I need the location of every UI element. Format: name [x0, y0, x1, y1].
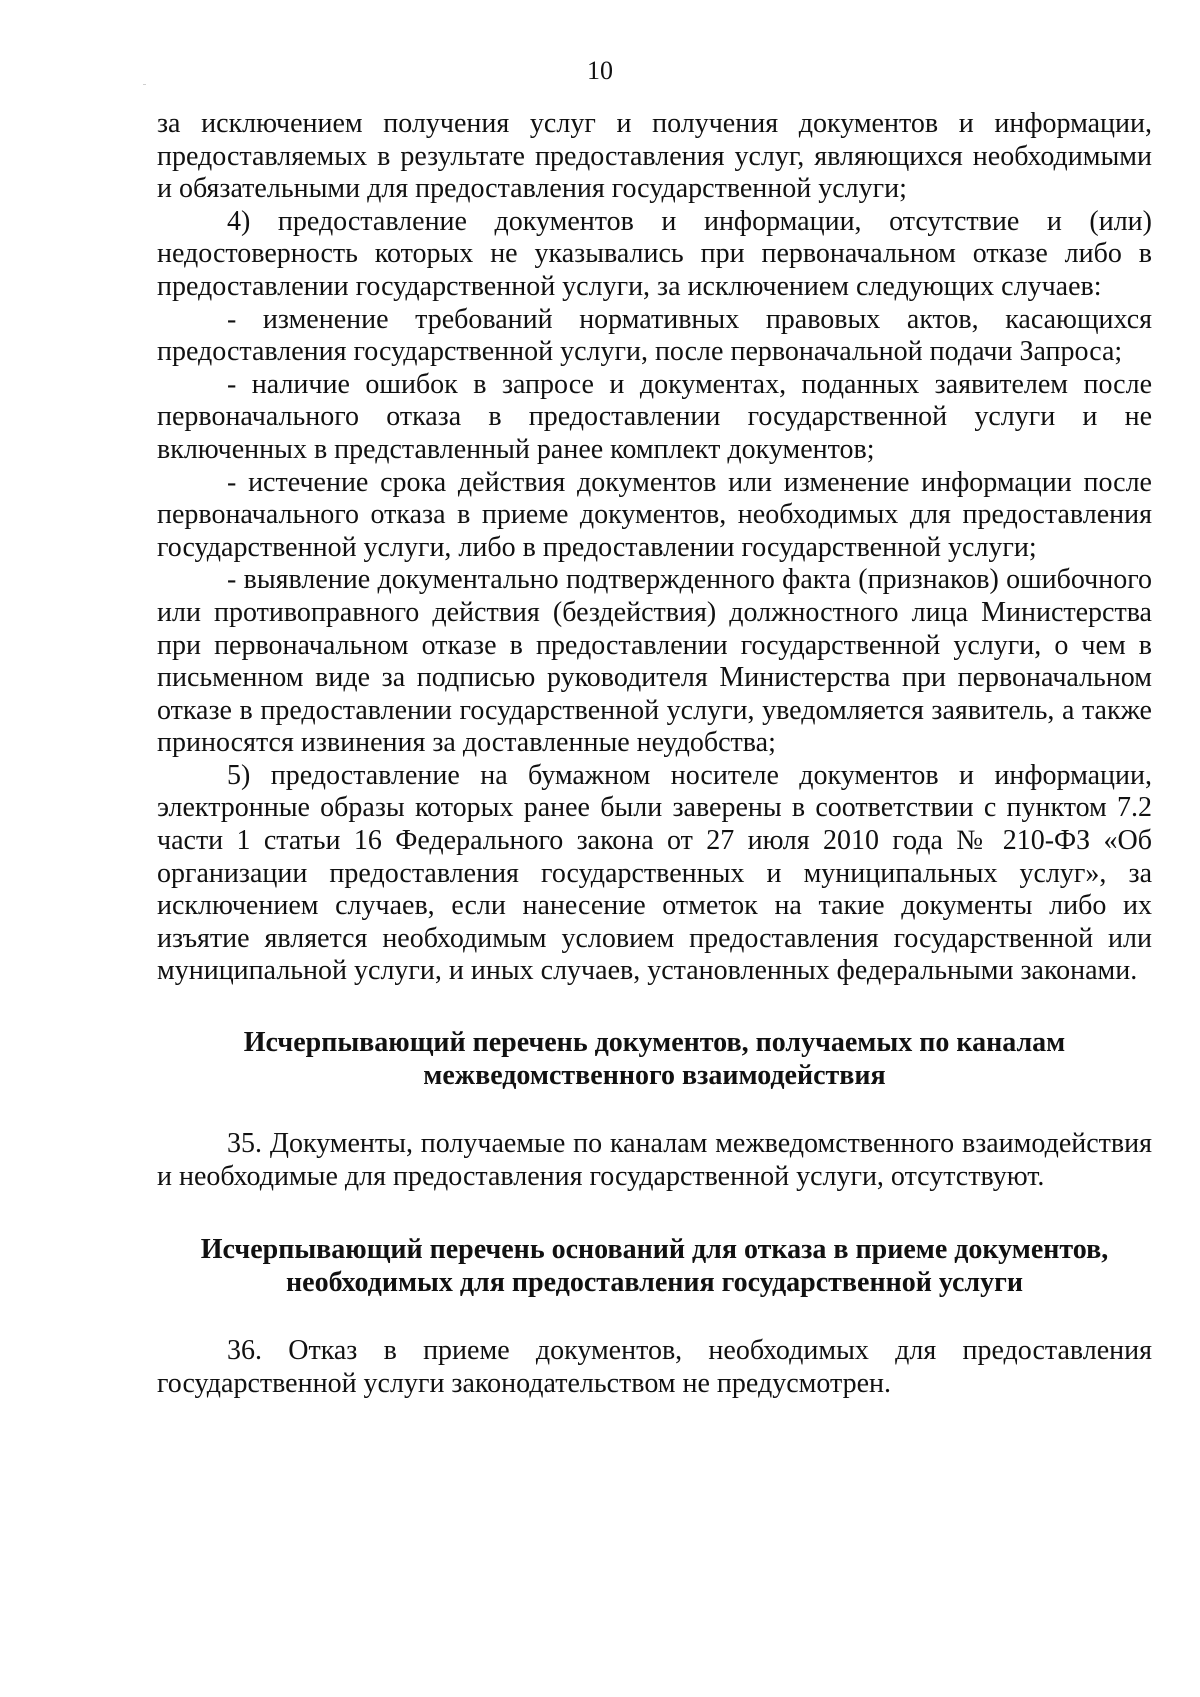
- section-36-heading: [157, 1233, 1152, 1299]
- section-35-heading: [157, 1026, 1152, 1092]
- paragraph-35: 35. Документы, получаемые по каналам межведомственного взаимодействия и необходимые для предоставления государственной услуги, отсутствуют.: [157, 1128, 1152, 1192]
- paragraph-dash-3: - истечение срока действия документов или изменение информации после первоначального отказа в приеме документов, необходимых для предоставления государственной услуги, либо в предоставлении государственной услуги;: [157, 466, 1152, 563]
- paragraph-dash-4: - выявление документально подтвержденного факта (признаков) ошибочного или противоправного действия (бездействия) должностного лица Министерства при первоначальном отказе в предоставлении государственной услуги, о чем в письменном виде за подписью руководителя Министерства при первоначальном отказе в предоставлении государственной услуги, уведомляется заявитель, а также приносятся извинения за доставленные неудобства;: [157, 564, 1152, 759]
- paragraph-dash-2: - наличие ошибок в запросе и документах, поданных заявителем после первоначального отказа в предоставлении государственной услуги и не включенных в представленный ранее комплект документов;: [157, 368, 1152, 465]
- section-35-heading-line-2: межведомственного взаимодействия: [423, 1060, 886, 1092]
- paragraph-continuation: за исключением получения услуг и получения документов и информации, предоставляемых в результате предоставления услуг, являющихся необходимыми и обязательными для предоставления государственной услуги;: [157, 108, 1152, 205]
- section-36-heading-line-2: необходимых для предоставления государственной услуги: [286, 1267, 1023, 1299]
- section-35-heading-line-1: Исчерпывающий перечень документов, получаемых по каналам: [243, 1027, 1066, 1059]
- page-number: 10: [587, 56, 613, 85]
- section-36-heading-line-1: Исчерпывающий перечень оснований для отказа в приеме документов,: [200, 1234, 1109, 1266]
- paragraph-item-5: 5) предоставление на бумажном носителе документов и информации, электронные образы которых ранее были заверены в соответствии с пунктом 7.2 части 1 статьи 16 Федерального закона от 27 июля 2010 года № 210-ФЗ «Об организации предоставления государственных и муниципальных услуг», за исключением случаев, если нанесение отметок на такие документы либо их изъятие является необходимым условием предоставления государственной или муниципальной услуги, и иных случаев, установленных федеральными законами.: [157, 759, 1152, 987]
- paragraph-36: 36. Отказ в приеме документов, необходимых для предоставления государственной услуги законодательством не предусмотрен.: [157, 1335, 1152, 1399]
- paragraph-dash-1: - изменение требований нормативных правовых актов, касающихся предоставления государственной услуги, после первоначальной подачи Запроса;: [157, 303, 1152, 368]
- document-body: [157, 108, 1152, 1400]
- paragraph-item-4: 4) предоставление документов и информации, отсутствие и (или) недостоверность которых не указывались при первоначальном отказе либо в предоставлении государственной услуги, за исключением следующих случаев:: [157, 205, 1152, 302]
